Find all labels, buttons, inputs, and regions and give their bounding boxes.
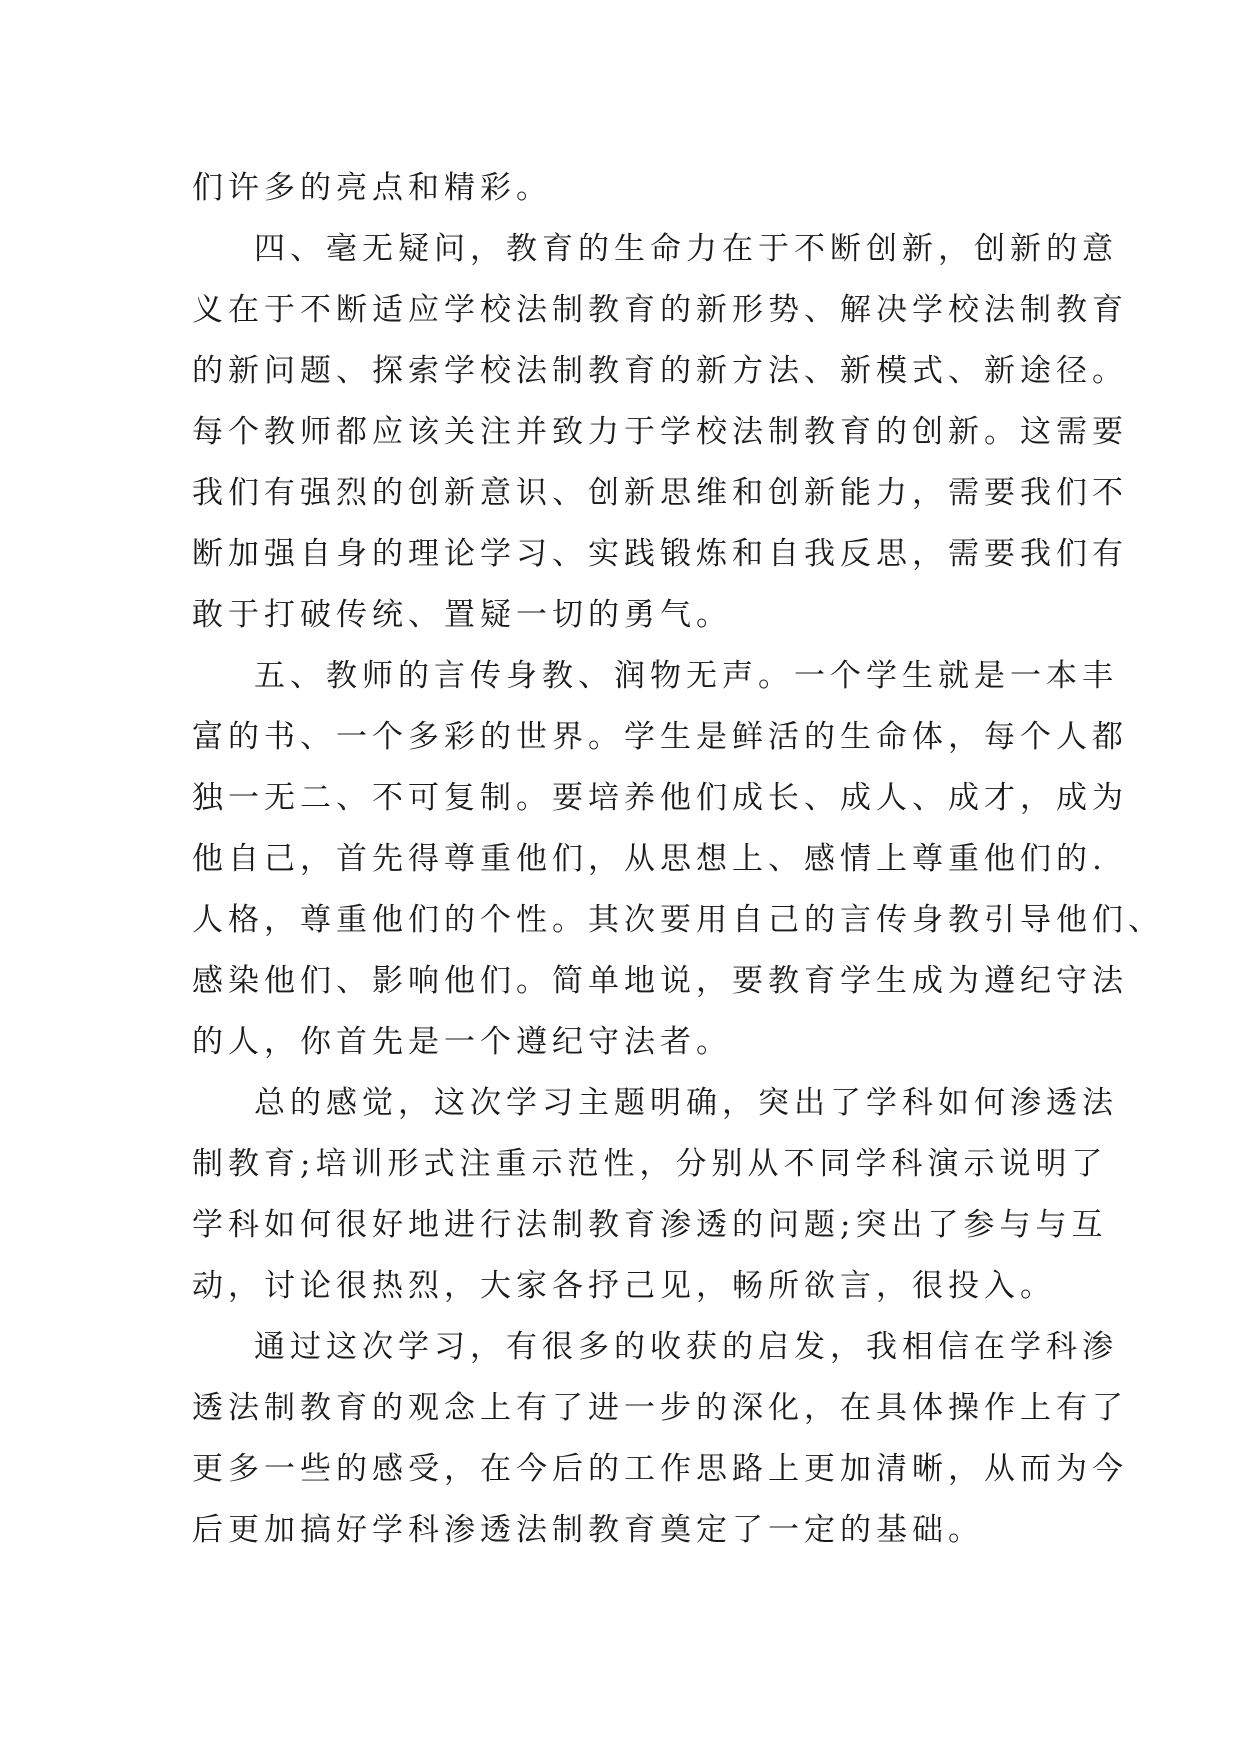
document-page <box>192 158 1164 1561</box>
text-line: 制教育;培训形式注重示范性，分别从不同学科演示说明了 <box>192 1146 1108 1182</box>
text-line: 动，讨论很热烈，大家各抒己见，畅所欲言，很投入。 <box>192 1268 1056 1304</box>
text-line: 的新问题、探索学校法制教育的新方法、新模式、新途径。 <box>192 353 1128 389</box>
paragraph-continuation <box>192 158 1052 219</box>
text-line: 后更加搞好学科渗透法制教育奠定了一定的基础。 <box>192 1512 984 1548</box>
text-line: 通过这次学习，有很多的收获的启发，我相信在学科渗 <box>254 1329 1118 1365</box>
paragraph-summary <box>192 1073 1118 1317</box>
text-line: 义在于不断适应学校法制教育的新形势、解决学校法制教育 <box>192 292 1128 328</box>
text-line: 四、毫无疑问，教育的生命力在于不断创新，创新的意 <box>254 231 1118 267</box>
text-line: 的人，你首先是一个遵纪守法者。 <box>192 1024 732 1060</box>
text-line: 断加强自身的理论学习、实践锻炼和自我反思，需要我们有 <box>192 536 1128 572</box>
text-line: 感染他们、影响他们。简单地说，要教育学生成为遵纪守法 <box>192 963 1128 999</box>
paragraph-five <box>192 646 1164 1073</box>
text-line: 五、教师的言传身教、润物无声。一个学生就是一本丰 <box>254 658 1118 694</box>
text-line: 透法制教育的观念上有了进一步的深化，在具体操作上有了 <box>192 1390 1128 1426</box>
paragraph-conclusion <box>192 1317 1128 1561</box>
text-line: 我们有强烈的创新意识、创新思维和创新能力，需要我们不 <box>192 475 1128 511</box>
text-line: 学科如何很好地进行法制教育渗透的问题;突出了参与与互 <box>192 1207 1108 1243</box>
text-line: 们许多的亮点和精彩。 <box>192 170 552 206</box>
text-line: 独一无二、不可复制。要培养他们成长、成人、成才，成为 <box>192 780 1128 816</box>
text-line: 他自己，首先得尊重他们，从思想上、感情上尊重他们的. <box>192 841 1107 877</box>
text-line: 富的书、一个多彩的世界。学生是鲜活的生命体，每个人都 <box>192 719 1128 755</box>
text-line: 更多一些的感受，在今后的工作思路上更加清晰，从而为今 <box>192 1451 1128 1487</box>
text-line: 每个教师都应该关注并致力于学校法制教育的创新。这需要 <box>192 414 1128 450</box>
text-line: 人格，尊重他们的个性。其次要用自己的言传身教引导他们、 <box>192 902 1164 938</box>
paragraph-four <box>192 219 1128 646</box>
text-line: 总的感觉，这次学习主题明确，突出了学科如何渗透法 <box>254 1085 1118 1121</box>
text-line: 敢于打破传统、置疑一切的勇气。 <box>192 597 732 633</box>
